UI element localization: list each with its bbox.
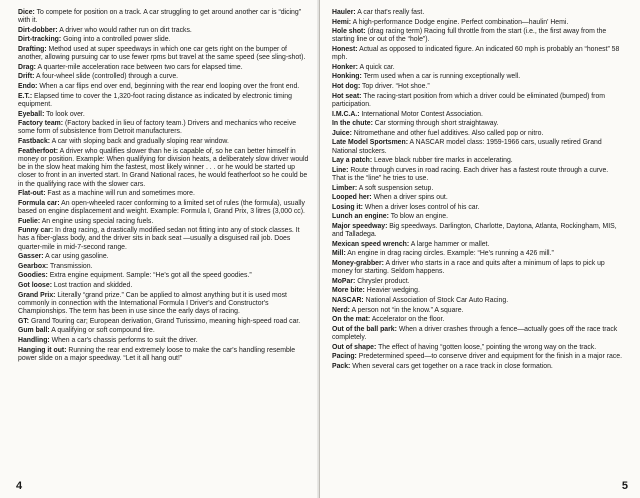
glossary-definition: To blow an engine.	[388, 211, 449, 221]
glossary-term: Drift:	[18, 71, 35, 81]
glossary-definition: Heavier wedging.	[364, 285, 420, 295]
glossary-term: Losing it:	[332, 201, 363, 211]
glossary-definition: Literally “grand prize.” Can be applied to almost anything but it is used most commonly in connection with the International Formula I Driver's and Constructor's Championships. The term has been in use since the early days of racing.	[18, 289, 287, 316]
glossary-definition: Nitromethane and other fuel additives. Also called pop or nitro.	[351, 127, 544, 137]
glossary-entry	[332, 45, 623, 62]
glossary-entry	[332, 222, 623, 239]
glossary-term: Factory team:	[18, 118, 64, 128]
glossary-entry	[18, 137, 310, 145]
glossary-definition: A quarter-mile acceleration race between two cars for elapsed time.	[35, 61, 243, 71]
glossary-definition: A large hammer or mallet.	[409, 238, 490, 248]
glossary-term: Grand Prix:	[18, 289, 56, 299]
glossary-term: Pacing:	[332, 351, 357, 361]
right-page	[320, 0, 640, 498]
glossary-term: Lay a patch:	[332, 155, 373, 165]
glossary-term: Gum ball:	[18, 325, 50, 335]
glossary-term: Gasser:	[18, 251, 44, 261]
glossary-definition: When several cars get together on a race track in close formation.	[350, 360, 553, 370]
glossary-entry	[332, 129, 623, 137]
glossary-definition: Big speedways. Darlington, Charlotte, Daytona, Atlanta, Rockingham, MIS, and Talladega.	[332, 220, 617, 239]
glossary-entry	[332, 119, 623, 127]
glossary-term: Gearbox:	[18, 260, 49, 270]
glossary-term: Endo:	[18, 81, 38, 91]
right-page-number: 5	[621, 480, 628, 492]
glossary-term: Out of the ball park:	[332, 323, 397, 333]
glossary-entry	[332, 166, 623, 183]
glossary-term: E.T.:	[18, 90, 33, 100]
left-page-number: 4	[16, 480, 23, 492]
glossary-term: Dirt-tracking:	[18, 34, 62, 44]
glossary-term: Got loose:	[18, 280, 52, 290]
glossary-term: Honest:	[332, 44, 358, 54]
glossary-definition: Actual as opposed to indicated figure. An indicated 60 mph is probably an “honest” 58 mph.	[332, 44, 620, 62]
glossary-entry	[332, 193, 623, 201]
glossary-definition: National Association of Stock Car Auto Racing.	[363, 295, 509, 304]
glossary-term: Hemi:	[332, 16, 352, 26]
glossary-definition: A high-performance Dodge engine. Perfect combination—haulin' Hemi.	[351, 16, 569, 26]
glossary-definition: Lost traction and skidded.	[51, 280, 133, 290]
glossary-entry	[332, 138, 623, 155]
glossary-term: Flat-out:	[18, 188, 46, 198]
glossary-definition: Running the rear end extremely loose to make the car's handling resemble power slide on a major speedway. “Let it all hang out!”	[18, 344, 296, 362]
glossary-term: Nerd:	[332, 304, 350, 314]
glossary-entry	[332, 343, 623, 351]
glossary-entry	[18, 346, 310, 363]
glossary-entry	[18, 92, 310, 109]
glossary-definition: Route through curves in road racing. Each driver has a fastest route through a curve. That is the “line” he tries to use.	[332, 164, 609, 182]
glossary-term: Major speedway:	[332, 220, 388, 230]
glossary-definition: To look over.	[44, 108, 85, 118]
glossary-term: More bite:	[332, 285, 365, 295]
glossary-entry	[18, 291, 310, 316]
glossary-definition: A four-wheel slide (controlled) through a curve.	[34, 71, 179, 81]
glossary-entry	[332, 8, 623, 16]
glossary-entry	[18, 63, 310, 71]
glossary-entry	[18, 110, 310, 118]
glossary-definition: Method used at super speedways in which one car gets right on the bumper of another, allowing pursuing car to use fewer rpms but travel at the same speed (see sling-shot).	[18, 44, 306, 62]
glossary-term: In the chute:	[332, 118, 373, 128]
left-glossary-list	[18, 8, 311, 362]
glossary-term: Line:	[332, 164, 349, 174]
glossary-term: Hauler:	[332, 7, 356, 16]
glossary-entry	[332, 184, 623, 192]
glossary-entry	[18, 35, 310, 43]
glossary-entry	[18, 326, 310, 334]
glossary-definition: A NASCAR model class: 1959-1966 cars, usually retired Grand National stockers.	[332, 137, 602, 155]
glossary-definition: When a driver loses control of his car.	[362, 201, 480, 211]
glossary-definition: An engine using special racing fuels.	[40, 215, 154, 225]
glossary-entry	[332, 63, 623, 71]
glossary-definition: (drag racing term) Racing full throttle from the start (i.e., the first away from the starting line or out of the “hole”).	[332, 26, 607, 44]
glossary-entry	[18, 8, 310, 25]
glossary-entry	[18, 119, 310, 136]
glossary-definition: In drag racing, a drastically modified sedan not fitting into any of stock classes. It has a fiber-glass body, and the driver sits in back seat —usually a disguised rail job. Does quarter-mile in mid-7-second range.	[18, 225, 300, 251]
glossary-term: Juice:	[332, 127, 352, 137]
glossary-term: Drafting:	[18, 44, 47, 54]
glossary-entry	[332, 27, 623, 44]
glossary-entry	[18, 252, 310, 260]
right-glossary-list	[332, 8, 624, 370]
glossary-definition: When a car's chassis performs to suit the driver.	[49, 334, 198, 344]
glossary-term: Dice:	[18, 7, 35, 16]
glossary-entry	[332, 352, 623, 360]
glossary-term: Fastback:	[18, 135, 51, 145]
glossary-definition: Going into a controlled power slide.	[61, 34, 171, 44]
glossary-definition: An open-wheeled racer conforming to a limited set of rules (the formula), usually based on engine displacement and weight. Example: Formula I, Grand Prix, 3 litres (3,000 cc).	[18, 197, 305, 215]
glossary-definition: A car with sloping back and gradually sloping rear window.	[50, 135, 229, 145]
glossary-entry	[332, 72, 623, 80]
glossary-term: Late Model Sportsmen:	[332, 137, 408, 147]
glossary-entry	[332, 286, 623, 294]
glossary-definition: When a car flips end over end, beginning with the rear end looping over the front end.	[37, 81, 300, 91]
glossary-entry	[18, 199, 310, 216]
glossary-definition: A driver who qualifies slower than he is capable of, so he can better himself in money or position. Example: When qualifying for division heats, a deliberately slow driver would be in the slow heat making him the fastest, most likely winner . . . or he would be started up closer to front in an inverted start. In Grand National races, he would featherfoot so he could be in the qualifying race with the slower cars.	[18, 145, 309, 188]
glossary-term: Mexican speed wrench:	[332, 238, 410, 248]
glossary-term: MoPar:	[332, 275, 356, 285]
glossary-entry	[332, 315, 623, 323]
glossary-term: Hot dog:	[332, 81, 361, 91]
glossary-definition: Grand Touring car; European derivation, Grand Turissimo, meaning high-speed road car.	[29, 315, 301, 325]
glossary-entry	[18, 189, 310, 197]
glossary-entry	[332, 110, 623, 118]
glossary-entry	[332, 82, 623, 90]
glossary-entry	[18, 317, 310, 325]
glossary-term: Formula car:	[18, 197, 60, 207]
glossary-term: NASCAR:	[332, 295, 364, 304]
glossary-entry	[332, 92, 623, 109]
glossary-term: Lunch an engine:	[332, 211, 389, 221]
glossary-entry	[18, 45, 310, 62]
glossary-definition: Transmission.	[48, 260, 93, 270]
glossary-definition: When a driver spins out.	[371, 192, 448, 202]
glossary-entry	[18, 226, 310, 251]
glossary-entry	[18, 82, 310, 90]
glossary-term: Goodies:	[18, 270, 48, 280]
glossary-entry	[18, 147, 310, 188]
glossary-entry	[18, 72, 310, 80]
glossary-term: GT:	[18, 315, 30, 325]
glossary-entry	[332, 362, 623, 370]
glossary-term: Eyeball:	[18, 108, 45, 118]
glossary-term: Dirt-dobber:	[18, 24, 58, 34]
glossary-definition: International Motor Contest Association.	[359, 108, 483, 118]
glossary-definition: Chrysler product.	[355, 275, 410, 285]
glossary-definition: Accelerator on the floor.	[370, 314, 445, 324]
glossary-entry	[332, 156, 623, 164]
glossary-definition: Car storming through short straightaway.	[372, 118, 499, 128]
glossary-term: Out of shape:	[332, 341, 377, 351]
glossary-entry	[332, 325, 623, 342]
glossary-entry	[332, 277, 623, 285]
glossary-entry	[332, 212, 623, 220]
glossary-term: Handling:	[18, 334, 50, 344]
glossary-definition: Extra engine equipment. Sample: “He's got all the speed goodies.”	[47, 270, 252, 280]
glossary-term: On the mat:	[332, 314, 371, 324]
glossary-term: Fuelie:	[18, 215, 41, 225]
glossary-entry	[18, 262, 310, 270]
glossary-term: Hot seat:	[332, 90, 362, 100]
glossary-term: Mill:	[332, 248, 346, 258]
glossary-definition: A driver who would rather run on dirt tracks.	[57, 24, 192, 34]
glossary-term: I.M.C.A.:	[332, 108, 360, 118]
glossary-definition: An engine in drag racing circles. Example: “He's running a 426 mill.”	[345, 248, 554, 258]
glossary-definition: A soft suspension setup.	[357, 182, 434, 192]
glossary-definition: A quick car.	[357, 61, 395, 71]
glossary-term: Honking:	[332, 71, 362, 81]
glossary-definition: (Factory backed in lieu of factory team.) Drivers and mechanics who receive some form of subsistence from Detroit manufacturers.	[18, 118, 297, 136]
glossary-term: Drag:	[18, 61, 36, 71]
glossary-definition: Elapsed time to cover the 1,320-foot racing distance as indicated by electronic timing equipment.	[18, 90, 292, 108]
glossary-entry	[18, 271, 310, 279]
glossary-term: Pack:	[332, 360, 351, 370]
glossary-definition: To compete for position on a track. A car struggling to get around another car is “dicing” with it.	[18, 7, 301, 25]
glossary-term: Honker:	[332, 61, 358, 71]
glossary-definition: A car that's really fast.	[355, 7, 425, 16]
glossary-entry	[332, 249, 623, 257]
glossary-entry	[18, 217, 310, 225]
glossary-definition: Fast as a machine will run and sometimes more.	[45, 188, 195, 198]
glossary-definition: Leave black rubber tire marks in accelerating.	[372, 155, 513, 165]
glossary-term: Hole shot:	[332, 26, 366, 36]
glossary-entry	[332, 306, 623, 314]
glossary-entry	[18, 26, 310, 34]
glossary-entry	[332, 203, 623, 211]
glossary-term: Hanging it out:	[18, 344, 67, 354]
glossary-definition: Term used when a car is running exceptionally well.	[361, 71, 521, 81]
glossary-entry	[18, 281, 310, 289]
glossary-definition: A car using gasoline.	[43, 251, 109, 261]
glossary-entry	[332, 18, 623, 26]
glossary-entry	[332, 240, 623, 248]
glossary-entry	[332, 296, 623, 304]
glossary-term: Limber:	[332, 182, 358, 192]
glossary-term: Money-grabber:	[332, 257, 384, 267]
glossary-definition: When a driver crashes through a fence—actually goes off the race track completely.	[332, 323, 618, 342]
glossary-definition: The racing-start position from which a driver could be eliminated (bumped) from participation.	[332, 90, 606, 108]
glossary-entry	[332, 259, 623, 276]
glossary-definition: A qualifying or soft compound tire.	[49, 325, 155, 335]
glossary-definition: Predetermined speed—to conserve driver and equipment for the finish in a major race.	[356, 351, 622, 361]
glossary-definition: The effect of having “gotten loose,” pointing the wrong way on the track.	[376, 341, 597, 351]
glossary-definition: A driver who starts in a race and quits after a minimum of laps to pick up money for starting. Seldom happens.	[332, 257, 605, 276]
glossary-term: Featherfoot:	[18, 145, 59, 155]
glossary-definition: Top driver. “Hot shoe.”	[360, 81, 430, 91]
glossary-definition: A person not “in the know.” A square.	[349, 304, 464, 314]
glossary-term: Looped her:	[332, 192, 372, 202]
glossary-term: Funny car:	[18, 225, 54, 235]
glossary-entry	[18, 336, 310, 344]
